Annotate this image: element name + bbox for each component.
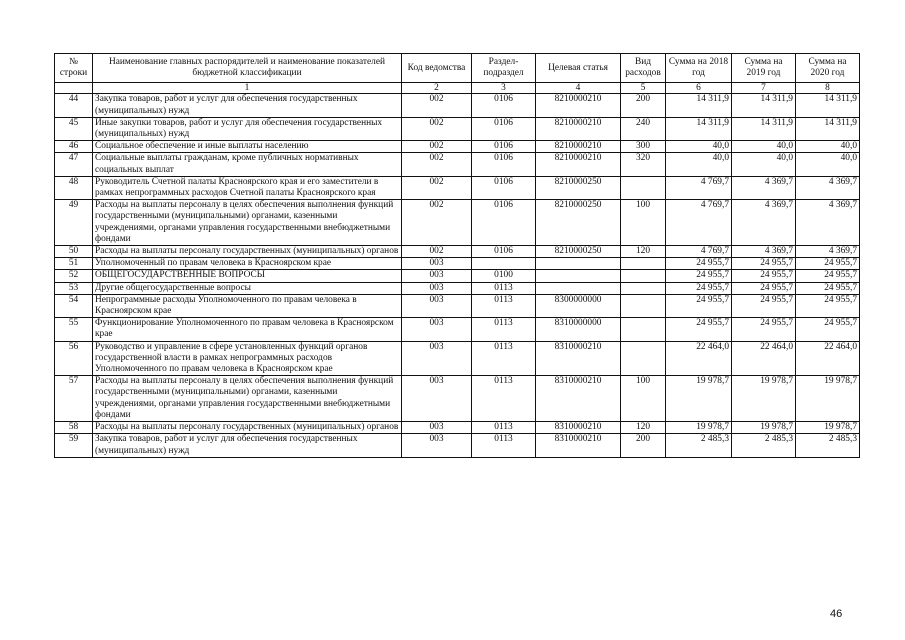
- sum-2020-cell: 40,0: [796, 141, 860, 153]
- sum-2018-cell: 14 311,9: [666, 94, 732, 117]
- sum-2018-cell: 22 464,0: [666, 341, 732, 376]
- column-index-cell: 3: [472, 83, 536, 94]
- column-index-cell: 5: [621, 83, 666, 94]
- sum-2020-cell: 4 369,7: [796, 246, 860, 258]
- expense-type-cell: [621, 258, 666, 270]
- section-cell: 0106: [472, 94, 536, 117]
- table-row: [55, 376, 860, 422]
- row-number-cell: 55: [55, 318, 93, 341]
- column-index-cell: 8: [796, 83, 860, 94]
- header-expense-type: Вид расходов: [621, 54, 666, 83]
- section-cell: [472, 258, 536, 270]
- expense-type-cell: [621, 341, 666, 376]
- table-row: [55, 141, 860, 153]
- sum-2019-cell: 24 955,7: [732, 258, 796, 270]
- row-name-cell: ОБЩЕГОСУДАРСТВЕННЫЕ ВОПРОСЫ: [93, 270, 402, 282]
- section-cell: 0113: [472, 294, 536, 317]
- target-article-cell: 8310000210: [536, 341, 621, 376]
- column-index-cell: [55, 83, 93, 94]
- target-article-cell: 8310000210: [536, 422, 621, 434]
- department-code-cell: 002: [402, 246, 472, 258]
- header-department-code: Код ведомства: [402, 54, 472, 83]
- expense-type-cell: 320: [621, 153, 666, 176]
- sum-2019-cell: 24 955,7: [732, 294, 796, 317]
- sum-2019-cell: 40,0: [732, 153, 796, 176]
- section-cell: 0113: [472, 341, 536, 376]
- sum-2019-cell: 4 369,7: [732, 176, 796, 199]
- header-sum-2018: Сумма на 2018 год: [666, 54, 732, 83]
- sum-2020-cell: 2 485,3: [796, 434, 860, 457]
- sum-2019-cell: 14 311,9: [732, 117, 796, 140]
- row-number-cell: 45: [55, 117, 93, 140]
- expense-type-cell: 200: [621, 434, 666, 457]
- table-row: [55, 153, 860, 176]
- row-number-cell: 44: [55, 94, 93, 117]
- row-name-cell: Уполномоченный по правам человека в Красноярском крае: [93, 258, 402, 270]
- sum-2018-cell: 4 769,7: [666, 176, 732, 199]
- column-index-cell: 1: [93, 83, 402, 94]
- section-cell: 0100: [472, 270, 536, 282]
- budget-table-sheet: [54, 53, 859, 458]
- expense-type-cell: [621, 270, 666, 282]
- header-name: Наименование главных распорядителей и наименование показателей бюджетной классификации: [93, 54, 402, 83]
- row-name-cell: Непрограммные расходы Уполномоченного по правам человека в Красноярском крае: [93, 294, 402, 317]
- target-article-cell: 8300000000: [536, 294, 621, 317]
- sum-2019-cell: 40,0: [732, 141, 796, 153]
- department-code-cell: 002: [402, 176, 472, 199]
- section-cell: 0113: [472, 434, 536, 457]
- sum-2018-cell: 2 485,3: [666, 434, 732, 457]
- section-cell: 0113: [472, 282, 536, 294]
- sum-2018-cell: 24 955,7: [666, 318, 732, 341]
- expense-type-cell: 120: [621, 422, 666, 434]
- column-index-cell: 2: [402, 83, 472, 94]
- row-name-cell: Закупка товаров, работ и услуг для обеспечения государственных (муниципальных) нужд: [93, 94, 402, 117]
- table-row: [55, 294, 860, 317]
- table-row: [55, 117, 860, 140]
- sum-2020-cell: 19 978,7: [796, 422, 860, 434]
- sum-2020-cell: 19 978,7: [796, 376, 860, 422]
- row-name-cell: Руководитель Счетной палаты Красноярского края и его заместители в рамках непрограммных расходов Счетной палаты Красноярского края: [93, 176, 402, 199]
- section-cell: 0106: [472, 246, 536, 258]
- sum-2018-cell: 4 769,7: [666, 246, 732, 258]
- section-cell: 0113: [472, 422, 536, 434]
- row-number-cell: 58: [55, 422, 93, 434]
- header-target-article: Целевая статья: [536, 54, 621, 83]
- header-section: Раздел-подраздел: [472, 54, 536, 83]
- row-number-cell: 52: [55, 270, 93, 282]
- table-row: [55, 270, 860, 282]
- row-number-cell: 48: [55, 176, 93, 199]
- expense-type-cell: 100: [621, 200, 666, 246]
- column-index-cell: 4: [536, 83, 621, 94]
- row-number-cell: 51: [55, 258, 93, 270]
- row-name-cell: Расходы на выплаты персоналу в целях обеспечения выполнения функций государственными (муниципальными) органами, казенными учреждениями, органами управления государственными внебюджетными фондами: [93, 200, 402, 246]
- page-number: 46: [830, 608, 843, 620]
- department-code-cell: 003: [402, 341, 472, 376]
- column-index-row: [55, 83, 860, 94]
- table-body: [55, 94, 860, 457]
- sum-2020-cell: 24 955,7: [796, 318, 860, 341]
- table-row: [55, 341, 860, 376]
- table-row: [55, 422, 860, 434]
- header-row-number: № строки: [55, 54, 93, 83]
- expense-type-cell: [621, 282, 666, 294]
- target-article-cell: 8210000250: [536, 176, 621, 199]
- department-code-cell: 002: [402, 200, 472, 246]
- sum-2018-cell: 24 955,7: [666, 270, 732, 282]
- department-code-cell: 003: [402, 376, 472, 422]
- sum-2020-cell: 40,0: [796, 153, 860, 176]
- row-name-cell: Расходы на выплаты персоналу государственных (муниципальных) органов: [93, 246, 402, 258]
- target-article-cell: 8210000210: [536, 141, 621, 153]
- column-index-cell: 6: [666, 83, 732, 94]
- table-row: [55, 246, 860, 258]
- department-code-cell: 003: [402, 422, 472, 434]
- sum-2019-cell: 24 955,7: [732, 282, 796, 294]
- section-cell: 0106: [472, 117, 536, 140]
- target-article-cell: 8310000210: [536, 376, 621, 422]
- expense-type-cell: [621, 294, 666, 317]
- sum-2019-cell: 24 955,7: [732, 270, 796, 282]
- sum-2018-cell: 14 311,9: [666, 117, 732, 140]
- department-code-cell: 002: [402, 141, 472, 153]
- target-article-cell: 8210000250: [536, 200, 621, 246]
- sum-2018-cell: 24 955,7: [666, 294, 732, 317]
- target-article-cell: 8210000210: [536, 117, 621, 140]
- department-code-cell: 002: [402, 94, 472, 117]
- target-article-cell: 8310000000: [536, 318, 621, 341]
- sum-2020-cell: 14 311,9: [796, 117, 860, 140]
- row-name-cell: Руководство и управление в сфере установленных функций органов государственной власти в рамках непрограммных расходов Уполномоченного по правам человека в Красноярском крае: [93, 341, 402, 376]
- row-number-cell: 46: [55, 141, 93, 153]
- sum-2019-cell: 19 978,7: [732, 376, 796, 422]
- expense-type-cell: 100: [621, 376, 666, 422]
- row-number-cell: 57: [55, 376, 93, 422]
- sum-2020-cell: 22 464,0: [796, 341, 860, 376]
- sum-2018-cell: 19 978,7: [666, 376, 732, 422]
- row-name-cell: Функционирование Уполномоченного по правам человека в Красноярском крае: [93, 318, 402, 341]
- sum-2020-cell: 24 955,7: [796, 294, 860, 317]
- sum-2018-cell: 19 978,7: [666, 422, 732, 434]
- sum-2018-cell: 24 955,7: [666, 258, 732, 270]
- department-code-cell: 002: [402, 117, 472, 140]
- sum-2020-cell: 14 311,9: [796, 94, 860, 117]
- table-row: [55, 200, 860, 246]
- sum-2018-cell: 40,0: [666, 153, 732, 176]
- department-code-cell: 002: [402, 153, 472, 176]
- department-code-cell: 003: [402, 318, 472, 341]
- table-row: [55, 318, 860, 341]
- section-cell: 0106: [472, 176, 536, 199]
- section-cell: 0106: [472, 141, 536, 153]
- department-code-cell: 003: [402, 282, 472, 294]
- sum-2019-cell: 14 311,9: [732, 94, 796, 117]
- sum-2019-cell: 2 485,3: [732, 434, 796, 457]
- row-name-cell: Расходы на выплаты персоналу государственных (муниципальных) органов: [93, 422, 402, 434]
- budget-table: [54, 53, 860, 458]
- row-name-cell: Другие общегосударственные вопросы: [93, 282, 402, 294]
- column-index-cell: 7: [732, 83, 796, 94]
- sum-2018-cell: 40,0: [666, 141, 732, 153]
- header-sum-2019: Сумма на 2019 год: [732, 54, 796, 83]
- sum-2019-cell: 19 978,7: [732, 422, 796, 434]
- header-sum-2020: Сумма на 2020 год: [796, 54, 860, 83]
- department-code-cell: 003: [402, 434, 472, 457]
- department-code-cell: 003: [402, 258, 472, 270]
- sum-2020-cell: 4 369,7: [796, 200, 860, 246]
- sum-2018-cell: 24 955,7: [666, 282, 732, 294]
- section-cell: 0113: [472, 318, 536, 341]
- section-cell: 0106: [472, 200, 536, 246]
- expense-type-cell: 300: [621, 141, 666, 153]
- sum-2019-cell: 24 955,7: [732, 318, 796, 341]
- sum-2020-cell: 4 369,7: [796, 176, 860, 199]
- expense-type-cell: 120: [621, 246, 666, 258]
- table-row: [55, 258, 860, 270]
- sum-2020-cell: 24 955,7: [796, 282, 860, 294]
- sum-2019-cell: 4 369,7: [732, 246, 796, 258]
- target-article-cell: 8210000210: [536, 94, 621, 117]
- target-article-cell: [536, 258, 621, 270]
- section-cell: 0106: [472, 153, 536, 176]
- target-article-cell: 8210000250: [536, 246, 621, 258]
- row-number-cell: 49: [55, 200, 93, 246]
- section-cell: 0113: [472, 376, 536, 422]
- sum-2020-cell: 24 955,7: [796, 258, 860, 270]
- target-article-cell: 8310000210: [536, 434, 621, 457]
- sum-2020-cell: 24 955,7: [796, 270, 860, 282]
- row-number-cell: 50: [55, 246, 93, 258]
- row-number-cell: 59: [55, 434, 93, 457]
- table-row: [55, 176, 860, 199]
- row-number-cell: 56: [55, 341, 93, 376]
- target-article-cell: [536, 282, 621, 294]
- row-name-cell: Расходы на выплаты персоналу в целях обеспечения выполнения функций государственными (муниципальными) органами, казенными учреждениями, органами управления государственными внебюджетными фондами: [93, 376, 402, 422]
- sum-2019-cell: 4 369,7: [732, 200, 796, 246]
- department-code-cell: 003: [402, 294, 472, 317]
- row-number-cell: 54: [55, 294, 93, 317]
- expense-type-cell: 200: [621, 94, 666, 117]
- sum-2019-cell: 22 464,0: [732, 341, 796, 376]
- table-row: [55, 282, 860, 294]
- row-name-cell: Закупка товаров, работ и услуг для обеспечения государственных (муниципальных) нужд: [93, 434, 402, 457]
- row-number-cell: 47: [55, 153, 93, 176]
- row-name-cell: Социальные выплаты гражданам, кроме публичных нормативных социальных выплат: [93, 153, 402, 176]
- row-number-cell: 53: [55, 282, 93, 294]
- expense-type-cell: [621, 318, 666, 341]
- table-row: [55, 94, 860, 117]
- table-row: [55, 434, 860, 457]
- table-header-row: [55, 54, 860, 83]
- sum-2018-cell: 4 769,7: [666, 200, 732, 246]
- target-article-cell: 8210000210: [536, 153, 621, 176]
- expense-type-cell: 240: [621, 117, 666, 140]
- row-name-cell: Иные закупки товаров, работ и услуг для обеспечения государственных (муниципальных) нужд: [93, 117, 402, 140]
- expense-type-cell: [621, 176, 666, 199]
- target-article-cell: [536, 270, 621, 282]
- row-name-cell: Социальное обеспечение и иные выплаты населению: [93, 141, 402, 153]
- department-code-cell: 003: [402, 270, 472, 282]
